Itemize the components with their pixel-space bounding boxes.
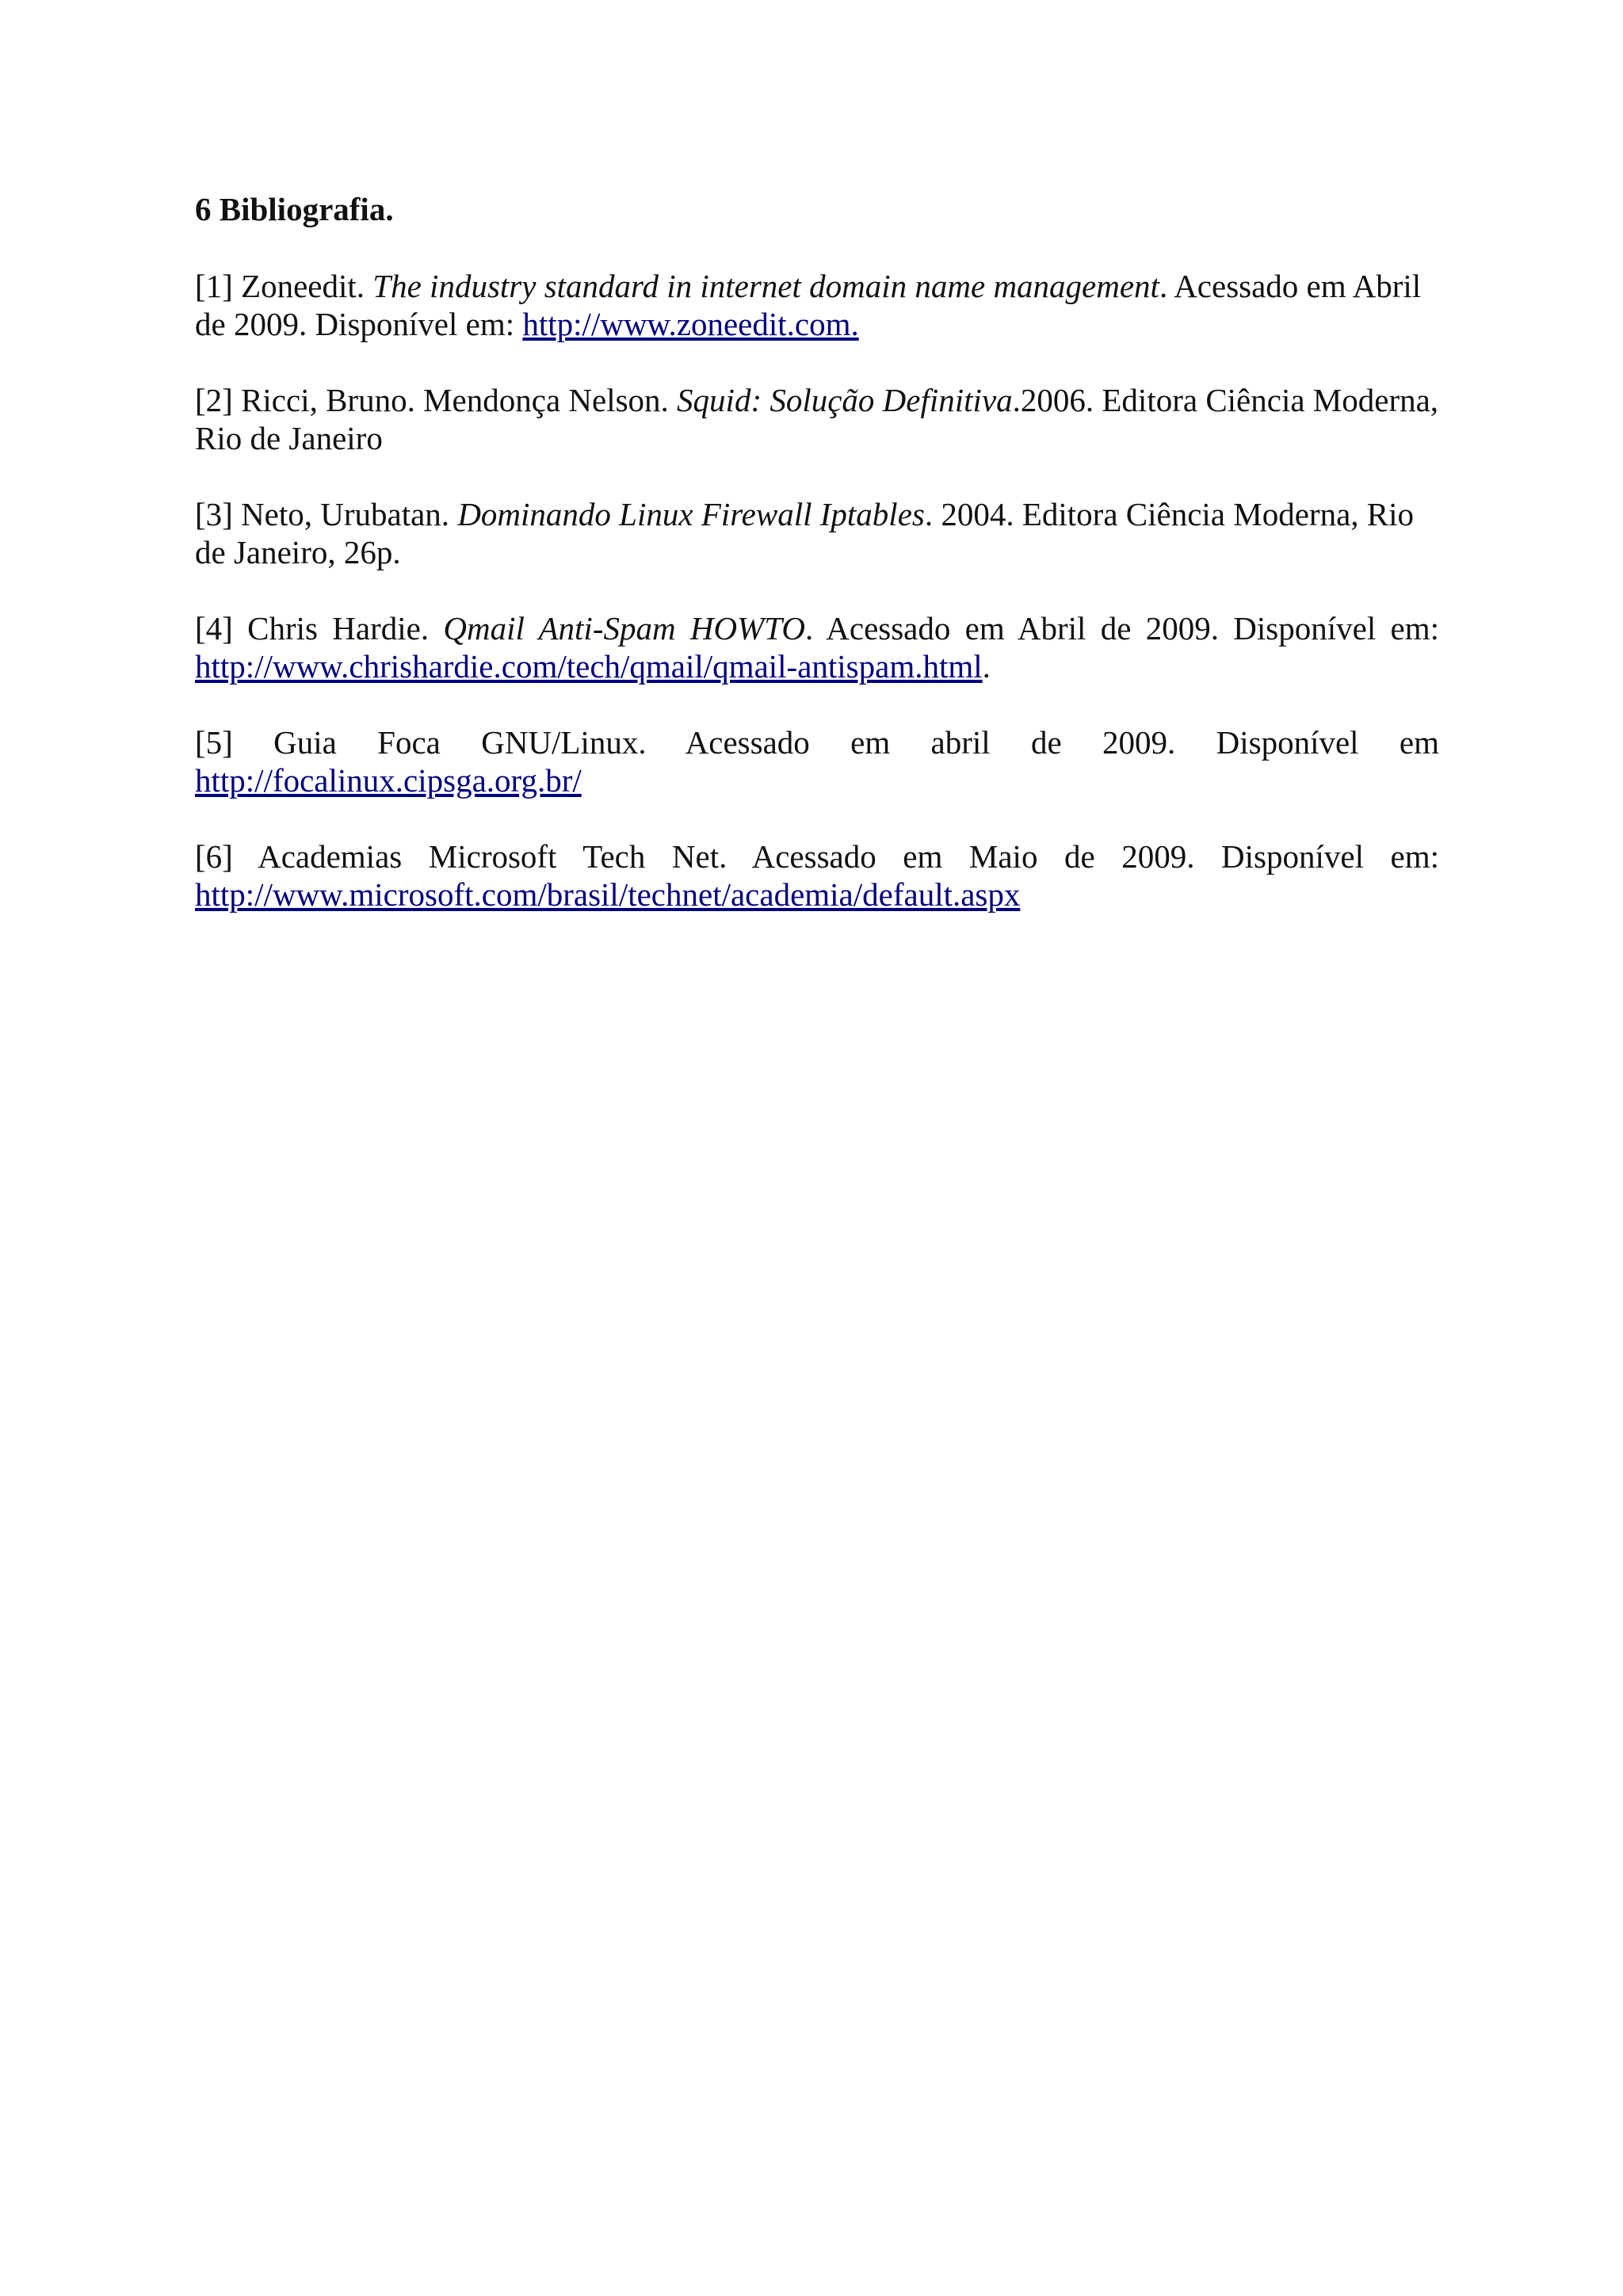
ref-line [195, 723, 1439, 761]
ref-author: Zoneedit. [232, 268, 373, 304]
ref-number: [1] [195, 268, 233, 304]
reference-2 [195, 381, 1439, 457]
ref-link[interactable]: http://www.microsoft.com/brasil/technet/academia/default.aspx [195, 876, 1021, 913]
ref-number: [3] [195, 496, 233, 532]
ref-number: [4] [195, 610, 233, 646]
ref-title: Squid: Solução Definitiva [677, 382, 1013, 418]
reference-4 [195, 609, 1439, 685]
ref-details: . 2004. Editora Ciência Moderna, Rio de Janeiro, 26p. [195, 496, 1415, 570]
ref-link[interactable]: http://focalinux.cipsga.org.br/ [195, 762, 582, 799]
ref-details: .2006. Editora Ciência Moderna, Rio de Janeiro [195, 382, 1439, 456]
ref-link[interactable]: http://www.chrishardie.com/tech/qmail/qmail-antispam.html [195, 648, 983, 685]
ref-link[interactable]: http://www.zoneedit.com. [522, 306, 859, 342]
ref-text: Academias Microsoft Tech Net. Acessado em Maio de 2009. Disponível em: [232, 838, 1439, 875]
reference-5 [195, 723, 1439, 799]
ref-number: [6] [195, 838, 233, 875]
ref-number: [5] [195, 724, 233, 761]
ref-text: Guia Foca GNU/Linux. Acessado em abril de 2009. Disponível em [232, 724, 1439, 761]
ref-title: Qmail Anti-Spam HOWTO [443, 610, 805, 646]
ref-title: Dominando Linux Firewall Iptables [457, 496, 925, 532]
reference-1 [195, 267, 1439, 343]
reference-6 [195, 837, 1439, 913]
ref-details: . Acessado em Abril de 2009. Disponível em: [195, 268, 1422, 342]
ref-details: . Acessado em Abril de 2009. Disponível em: [804, 610, 1440, 646]
ref-line [195, 837, 1439, 875]
ref-author: Neto, Urubatan. [232, 496, 458, 532]
ref-number: [2] [195, 382, 233, 418]
ref-author: Ricci, Bruno. Mendonça Nelson. [232, 382, 678, 418]
ref-title: The industry standard in internet domain name management [372, 268, 1159, 304]
reference-3 [195, 495, 1439, 571]
document-page [195, 190, 1439, 952]
section-heading: 6 Bibliografia. [195, 191, 394, 227]
ref-end: . [982, 648, 991, 685]
ref-author: Chris Hardie. [232, 610, 444, 646]
